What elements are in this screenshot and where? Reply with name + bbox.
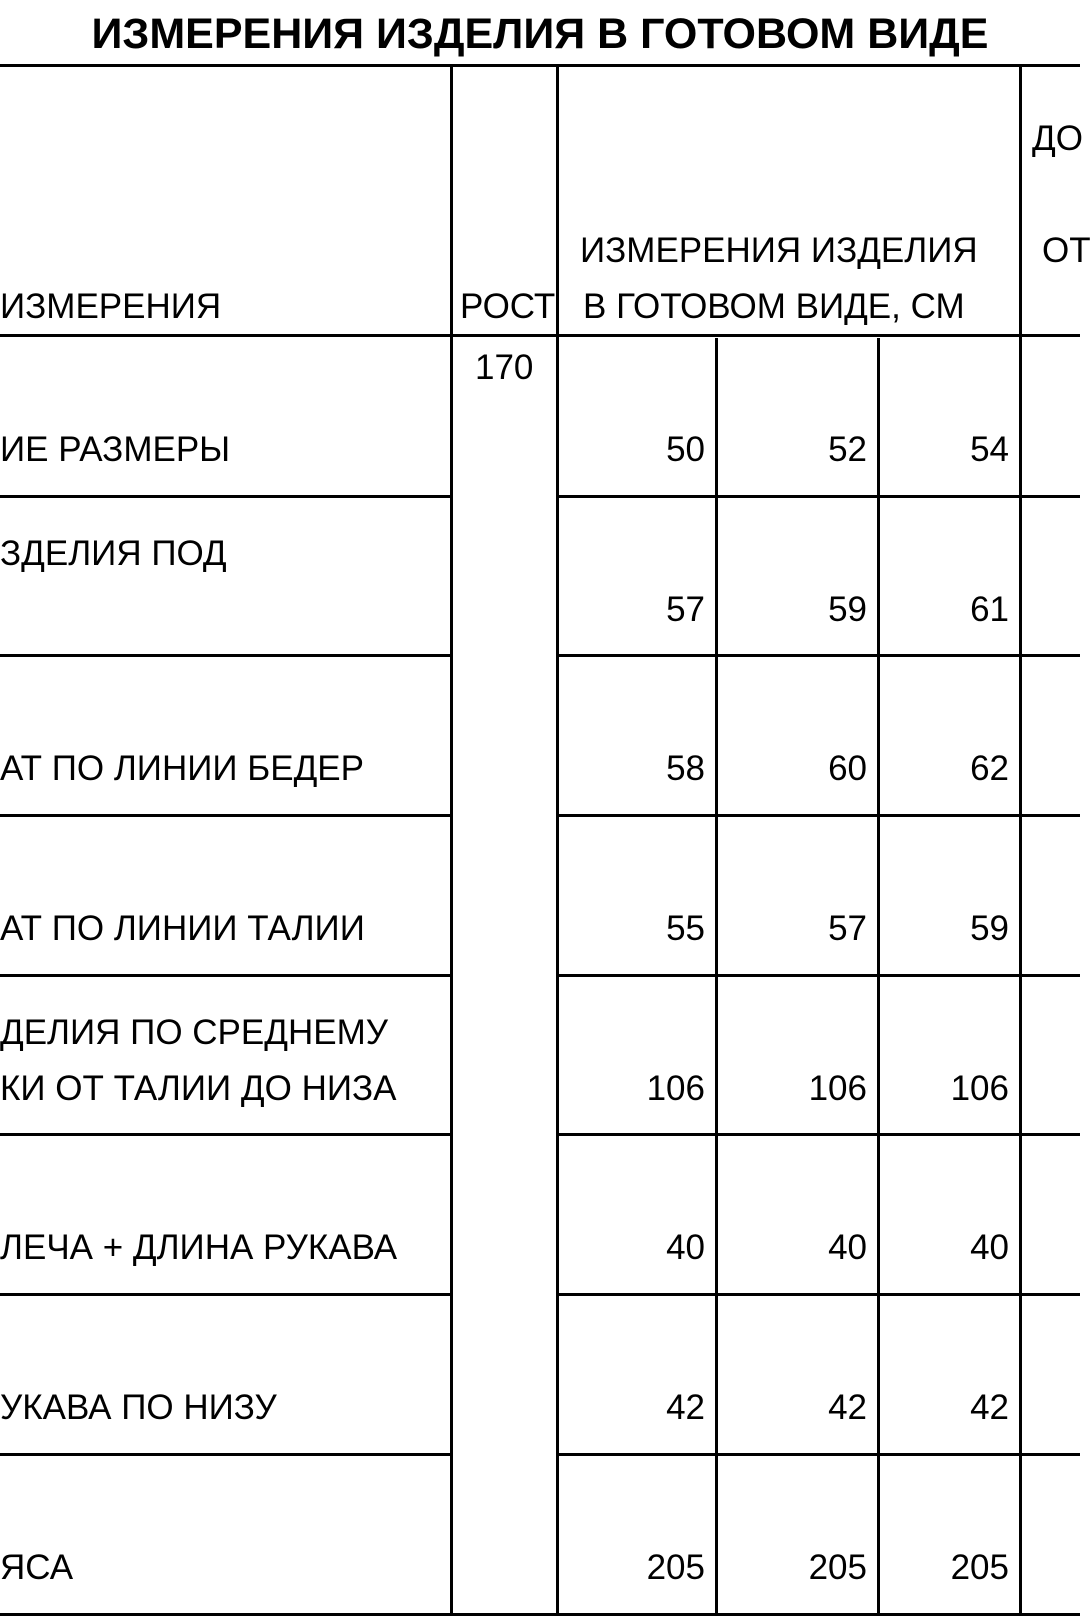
row-separator <box>0 1453 452 1456</box>
row-value-size-2: 60 <box>828 749 867 788</box>
row-value-size-3: 205 <box>950 1548 1009 1587</box>
row-value-size-3: 59 <box>970 909 1009 948</box>
row-value-size-1: 55 <box>666 909 705 948</box>
row-value-size-2: 57 <box>828 909 867 948</box>
row-value-size-3: 42 <box>970 1388 1009 1427</box>
row-separator <box>0 654 452 657</box>
row-separator <box>558 974 1080 977</box>
row-value-size-1: 205 <box>646 1548 705 1587</box>
header-sizes-line1: ИЗМЕРЕНИЯ ИЗДЕЛИЯ <box>580 231 978 270</box>
row-separator <box>0 974 452 977</box>
row-separator <box>558 495 1080 498</box>
row-separator <box>0 1293 452 1296</box>
row-value-size-3: 61 <box>970 590 1009 629</box>
column-divider-size1 <box>715 338 718 1616</box>
row-value-size-1: 58 <box>666 749 705 788</box>
row-value-size-2: 52 <box>828 430 867 469</box>
row-label-line2: ИЕ РАЗМЕРЫ <box>0 430 231 469</box>
row-value-size-2: 59 <box>828 590 867 629</box>
row-label-line2: АТ ПО ЛИНИИ ТАЛИИ <box>0 909 365 948</box>
row-separator <box>558 1453 1080 1456</box>
header-height: РОСТ <box>460 287 556 326</box>
row-label-line1: ДЕЛИЯ ПО СРЕДНЕМУ <box>0 1013 388 1052</box>
height-value: 170 <box>475 348 534 387</box>
table-bottom-border <box>0 1613 1080 1616</box>
row-separator <box>558 1133 1080 1136</box>
row-value-size-3: 54 <box>970 430 1009 469</box>
column-divider-label <box>450 64 453 1616</box>
header-extra-top: ДО <box>1032 119 1083 158</box>
row-separator <box>558 814 1080 817</box>
row-label-line2: ЛЕЧА + ДЛИНА РУКАВА <box>0 1228 398 1267</box>
row-separator <box>0 495 452 498</box>
row-value-size-2: 106 <box>808 1069 867 1108</box>
row-value-size-1: 106 <box>646 1069 705 1108</box>
row-value-size-2: 42 <box>828 1388 867 1427</box>
row-value-size-1: 42 <box>666 1388 705 1427</box>
header-measurement: ИЗМЕРЕНИЯ <box>0 287 222 326</box>
row-value-size-3: 40 <box>970 1228 1009 1267</box>
header-extra-mid: ОТ <box>1042 231 1091 270</box>
row-value-size-2: 40 <box>828 1228 867 1267</box>
row-label-line2: КИ ОТ ТАЛИИ ДО НИЗА <box>0 1069 397 1108</box>
page-title: ИЗМЕРЕНИЯ ИЗДЕЛИЯ В ГОТОВОМ ВИДЕ <box>91 10 989 58</box>
row-value-size-1: 57 <box>666 590 705 629</box>
row-value-size-1: 40 <box>666 1228 705 1267</box>
row-separator <box>0 1133 452 1136</box>
table-top-border <box>0 64 1080 67</box>
row-label-line2: АТ ПО ЛИНИИ БЕДЕР <box>0 749 364 788</box>
row-label-line2: ЯСА <box>0 1548 74 1587</box>
column-divider-height <box>556 64 559 1616</box>
row-label-line1: ЗДЕЛИЯ ПОД <box>0 534 227 573</box>
row-value-size-3: 106 <box>950 1069 1009 1108</box>
column-divider-size3 <box>1019 64 1022 1616</box>
row-separator <box>558 654 1080 657</box>
row-value-size-3: 62 <box>970 749 1009 788</box>
header-sizes-line2: В ГОТОВОМ ВИДЕ, СМ <box>583 287 965 326</box>
row-separator <box>0 814 452 817</box>
row-value-size-1: 50 <box>666 430 705 469</box>
column-divider-size2 <box>877 338 880 1616</box>
header-bottom-border <box>0 334 1080 337</box>
row-separator <box>558 1293 1080 1296</box>
row-label-line2: УКАВА ПО НИЗУ <box>0 1388 277 1427</box>
row-value-size-2: 205 <box>808 1548 867 1587</box>
